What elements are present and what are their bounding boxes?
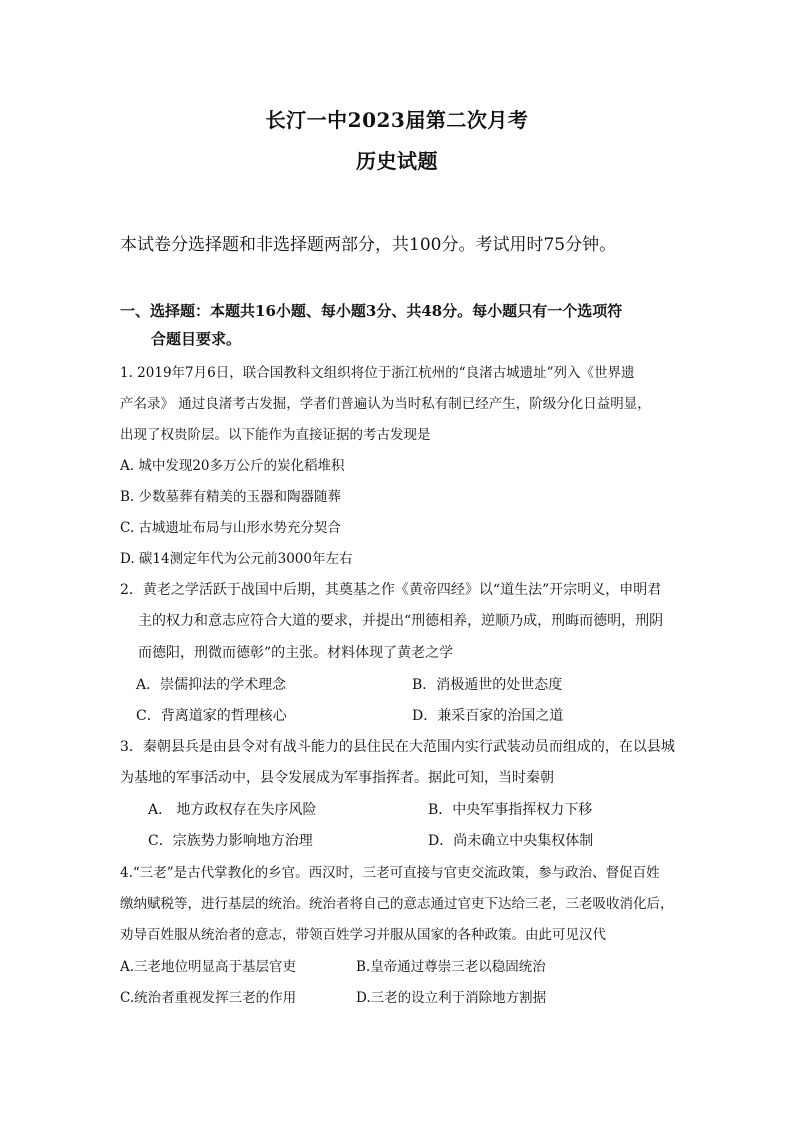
- q4-option-b: B.皇帝通过尊崇三老以稳固统治: [356, 959, 546, 975]
- q2-line-1: 2．黄老之学活跃于战国中后期，其奠基之作《黄帝四经》以“道生法”开宗明义，申明君: [120, 582, 662, 598]
- q3-option-d: D．尚未确立中央集权体制: [428, 833, 594, 849]
- q1-option-a: A. 城中发现20多万公斤的炭化稻堆积: [120, 458, 345, 474]
- q2-option-b: B．消极遁世的处世态度: [412, 677, 563, 693]
- q2-option-a: A．崇儒抑法的学术理念: [136, 677, 287, 693]
- section-heading: 一、选择题：本题共16小题、每小题3分、共48分。每小题只有一个选项符: [120, 302, 623, 320]
- exam-subtitle: 历史试题: [356, 149, 438, 173]
- q3-option-c: C．宗族势力影响地方治理: [148, 833, 313, 849]
- q1-option-c: C. 古城遗址布局与山形水势充分契合: [120, 520, 341, 536]
- q4-option-c: C.统治者重视发挥三老的作用: [120, 990, 297, 1006]
- q3-line-2: 为基地的军事活动中，县令发展成为军事指挥者。据此可知，当时秦朝: [120, 770, 554, 786]
- q4-line-2: 缴纳赋税等，进行基层的统治。统治者将自己的意志通过官吏下达给三老，三老吸收消化后，: [120, 896, 674, 912]
- q4-line-1: 4.“三老”是古代掌教化的乡官。西汉时，三老可直接与官吏交流政策，参与政治、督促百姓: [120, 865, 660, 881]
- q4-option-a: A.三老地位明显高于基层官吏: [120, 959, 297, 975]
- q4-option-d: D.三老的设立利于消除地方割据: [356, 990, 547, 1006]
- q2-line-2: 主的权力和意志应符合大道的要求，并提出“刑德相养，逆顺乃成，刑晦而德明，刑阴: [138, 613, 664, 629]
- q1-line-1: 1. 2019年7月6日，联合国教科文组织将位于浙江杭州的“良渚古城遗址”列入《世界遗: [120, 365, 635, 381]
- exam-intro: 本试卷分选择题和非选择题两部分，共100分。考试用时75分钟。: [120, 235, 617, 255]
- exam-title: 长汀一中2023届第二次月考: [265, 108, 529, 132]
- q4-line-3: 劝导百姓服从统治者的意志，带领百姓学习并服从国家的各种政策。由此可见汉代: [120, 927, 606, 943]
- q3-option-a: A． 地方政权存在失序风险: [148, 802, 317, 818]
- section-heading-cont: 合题目要求。: [151, 330, 242, 348]
- q3-line-1: 3．秦朝县兵是由县令对有战斗能力的县住民在大范围内实行武装动员而组成的，在以县城: [120, 739, 675, 755]
- q1-line-3: 出现了权贵阶层。以下能作为直接证据的考古发现是: [120, 427, 431, 443]
- q2-line-3: 而德阳，刑微而德彰”的主张。材料体现了黄老之学: [138, 645, 454, 661]
- q1-line-2: 产名录》 通过良渚考古发掘，学者们普遍认为当时私有制已经产生，阶级分化日益明显，: [120, 396, 651, 412]
- q2-option-c: C．背离道家的哲理核心: [136, 708, 287, 724]
- q1-option-d: D. 碳14测定年代为公元前3000年左右: [120, 551, 353, 567]
- q3-option-b: B．中央军事指挥权力下移: [428, 802, 593, 818]
- q1-option-b: B. 少数墓葬有精美的玉器和陶器随葬: [120, 489, 342, 505]
- q2-option-d: D．兼采百家的治国之道: [412, 708, 564, 724]
